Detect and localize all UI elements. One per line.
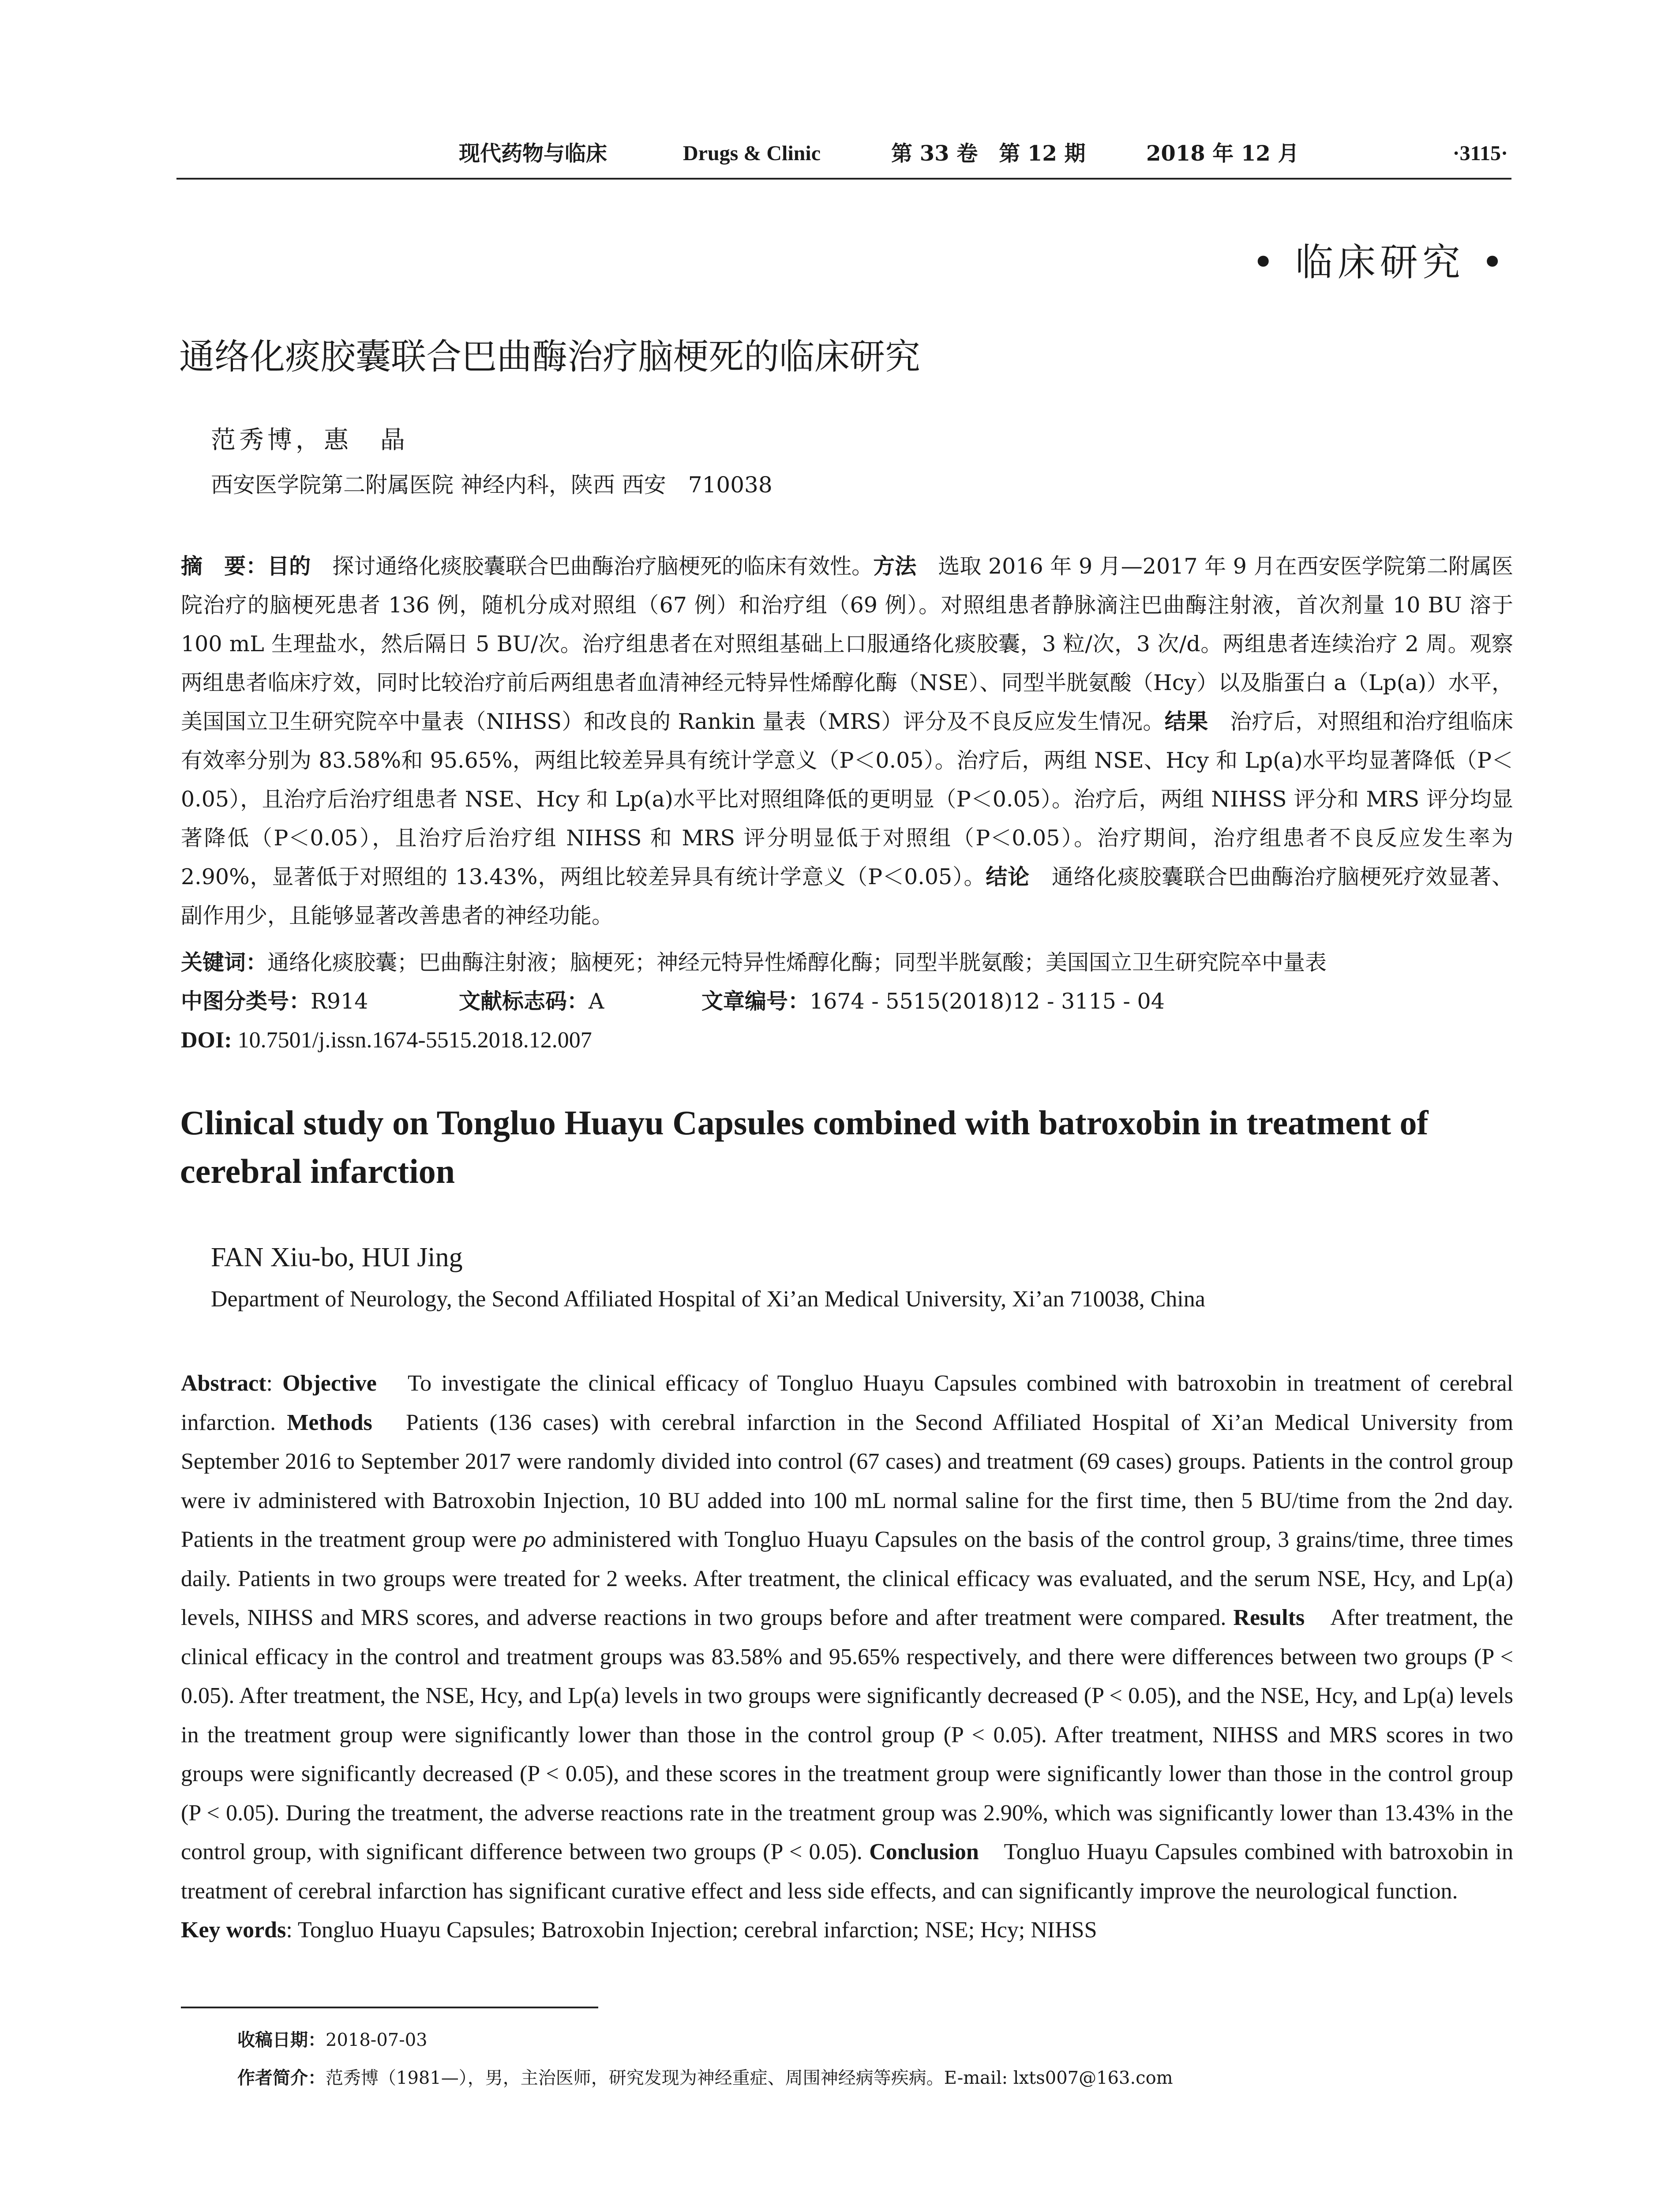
conclusion-cn-text: 通络化痰胶囊联合巴曲酶治疗脑梗死疗效显著、副作用少，且能够显著改善患者的神经功能。 xyxy=(181,864,1513,928)
authors-en: FAN Xiu-bo, HUI Jing xyxy=(211,1242,463,1272)
doc-code-value: A xyxy=(589,989,604,1014)
keywords-cn-text: 通络化痰胶囊；巴曲酶注射液；脑梗死；神经元特异性烯醇化酶；同型半胱氨酸；美国国立卫生研究院卒中量表 xyxy=(267,950,1327,975)
doi-value: 10.7501/j.issn.1674-5515.2018.12.007 xyxy=(232,1028,592,1053)
conclusion-cn-label: 结论 xyxy=(986,864,1030,889)
methods-en-label: Methods xyxy=(287,1410,372,1435)
doi-label: DOI: xyxy=(181,1028,232,1053)
keywords-en-text: : Tongluo Huayu Capsules; Batroxobin Injection; cerebral infarction; NSE; Hcy; NIHSS xyxy=(286,1917,1097,1943)
conclusion-en-label: Conclusion xyxy=(869,1839,979,1865)
title-cn: 通络化痰胶囊联合巴曲酶治疗脑梗死的临床研究 xyxy=(179,336,920,377)
doc-code-label: 文献标志码： xyxy=(459,989,589,1014)
clc-value: R914 xyxy=(311,989,368,1014)
received-label: 收稿日期： xyxy=(237,2030,326,2050)
footnote-rule xyxy=(181,2007,598,2008)
author-bio-label: 作者简介： xyxy=(237,2068,326,2088)
methods-cn-text: 选取 2016 年 9 月—2017 年 9 月在西安医学院第二附属医院治疗的脑梗死患者 136 例，随机分成对照组（67 例）和治疗组（69 例）。对照组患者静脉滴注巴曲酶注射液，首次剂量 10 BU 溶于 100 mL 生理盐水，然后隔日 5 BU/次。治疗组患者在对照组基础上口服通络化痰胶囊，3 粒/次，3 次/d。两组患者连续治疗 2 周。观察两组患者临床疗效，同时比较治疗前后两组患者血清神经元特异性烯醇化酶（NSE）、同型半胱氨酸（Hcy）以及脂蛋白 a（Lp(a)）水平，美国国立卫生研究院卒中量表（NIHSS）和改良的 Rankin 量表（MRS）评分及不良反应发生情况。 xyxy=(181,554,1513,734)
header-volume-issue: 第 33 卷 第 12 期 xyxy=(891,141,1086,166)
abstract-cn-label: 摘 要： xyxy=(181,554,268,579)
abstract-cn xyxy=(181,547,1513,935)
header-date: 2018 年 12 月 xyxy=(1146,141,1299,166)
objective-en-text: To investigate the clinical efficacy of Tongluo Huayu Capsules combined with batroxobin in treatment of cerebral infarction. xyxy=(181,1371,1513,1435)
article-number-label: 文章编号： xyxy=(701,989,810,1014)
doc-code xyxy=(459,982,604,1021)
results-en-label: Results xyxy=(1233,1605,1305,1630)
objective-cn-text: 探讨通络化痰胶囊联合巴曲酶治疗脑梗死的临床有效性。 xyxy=(311,554,874,579)
affiliation-cn: 西安医学院第二附属医院 神经内科，陕西 西安 710038 xyxy=(211,472,772,498)
objective-en-label: Objective xyxy=(282,1371,377,1396)
received-date xyxy=(237,2027,428,2053)
section-label: • 临床研究 • xyxy=(1252,240,1508,285)
methods-en-text-1: Patients (136 cases) with cerebral infarction in the Second Affiliated Hospital of Xi’an Medical University from September 2016 to September 2017 were randomly divided into control (67 cases) and treatment (69 cases) groups. Patients in the control group were iv administered with Batroxobin Injection, 10 BU added into 100 mL normal saline for the first time, then 5 BU/time from the 2nd day. Patients in the treatment group were xyxy=(181,1410,1513,1552)
keywords-cn-label: 关键词： xyxy=(181,950,268,975)
results-cn-label: 结果 xyxy=(1164,709,1208,734)
clc-label: 中图分类号： xyxy=(181,989,311,1014)
objective-cn-label: 目的 xyxy=(267,554,311,579)
header-rule xyxy=(176,178,1511,180)
header-journal-en: Drugs & Clinic xyxy=(683,142,821,165)
affiliation-en: Department of Neurology, the Second Affiliated Hospital of Xi’an Medical University, Xi’an 710038, China xyxy=(211,1287,1205,1312)
keywords-cn xyxy=(181,943,1513,982)
methods-en-text-2: administered with Tongluo Huayu Capsules on the basis of the control group, 3 grains/time, three times daily. Patients in two groups were treated for 2 weeks. After treatment, the clinical efficacy was evaluated, and the serum NSE, Hcy, and Lp(a) levels, NIHSS and MRS scores, and adverse reactions in two groups before and after treatment were compared. xyxy=(181,1527,1513,1630)
abstract-en-label: Abstract xyxy=(181,1371,266,1396)
methods-en-po: po xyxy=(523,1527,546,1552)
received-value: 2018-07-03 xyxy=(326,2030,428,2050)
methods-cn-label: 方法 xyxy=(873,554,917,579)
authors-cn: 范秀博，惠 晶 xyxy=(211,426,409,454)
author-bio-value: 范秀博（1981—），男，主治医师，研究发现为神经重症、周围神经病等疾病。E-mail: lxts007@163.com xyxy=(326,2068,1173,2088)
results-en-text: After treatment, the clinical efficacy in the control and treatment groups was 83.58% and 95.65% respectively, and there were differences between two groups (P < 0.05). After treatment, the NSE, Hcy, and Lp(a) levels in two groups were significantly decreased (P < 0.05), and the NSE, Hcy, and Lp(a) levels in the treatment group were significantly lower than those in the control group (P < 0.05). After treatment, NIHSS and MRS scores in two groups were significantly decreased (P < 0.05), and these scores in the treatment group were significantly lower than those in the control group (P < 0.05). During the treatment, the adverse reactions rate in the treatment group was 2.90%, which was significantly lower than 13.43% in the control group, with significant difference between two groups (P < 0.05). xyxy=(181,1605,1513,1865)
abstract-en: Abstract: Objective To investigate the clinical efficacy of Tongluo Huayu Capsules combined with batroxobin in treatment of cerebral infarction. Methods Patients (136 cases) with cerebral infarction in the Second Affiliated Hospital of Xi’an Medical University from September 2016 to September 2017 were randomly divided into control (67 cases) and treatment (69 cases) groups. Patients in the control group were iv administered with Batroxobin Injection, 10 BU added into 100 mL normal saline for the first time, then 5 BU/time from the 2nd day. Patients in the treatment group were po administered with Tongluo Huayu Capsules on the basis of the control group, 3 grains/time, three times daily. Patients in two groups were treated for 2 weeks. After treatment, the clinical efficacy was evaluated, and the serum NSE, Hcy, and Lp(a) levels, NIHSS and MRS scores, and adverse reactions in two groups before and after treatment were compared. Results After treatment, the clinical efficacy in the control and treatment groups was 83.58% and 95.65% respectively, and there were differences between two groups (P < 0.05). After treatment, the NSE, Hcy, and Lp(a) levels in two groups were significantly decreased (P < 0.05), and the NSE, Hcy, and Lp(a) levels in the treatment group were significantly lower than those in the control group (P < 0.05). After treatment, NIHSS and MRS scores in two groups were significantly decreased (P < 0.05), and these scores in the treatment group were significantly lower than those in the control group (P < 0.05). During the treatment, the adverse reactions rate in the treatment group was 2.90%, which was significantly lower than 13.43% in the control group, with significant difference between two groups (P < 0.05). Conclusion Tongluo Huayu Capsules combined with batroxobin in treatment of cerebral infarction has significant curative effect and less side effects, and can significantly improve the neurological function. Key words: Tongluo Huayu Capsules; Batroxobin Injection; cerebral infarction; NSE; Hcy; NIHSS xyxy=(181,1371,1514,1943)
header-journal-cn: 现代药物与临床 xyxy=(459,141,608,166)
keywords-en-label: Key words xyxy=(181,1917,286,1943)
article-number-value: 1674 - 5515(2018)12 - 3115 - 04 xyxy=(810,989,1165,1014)
header-page-number: ·3115· xyxy=(1452,142,1508,165)
results-cn-text: 治疗后，对照组和治疗组临床有效率分别为 83.58%和 95.65%，两组比较差异具有统计学意义（P＜0.05）。治疗后，两组 NSE、Hcy 和 Lp(a)水平均显著降低（P＜0.05），且治疗后治疗组患者 NSE、Hcy 和 Lp(a)水平比对照组降低的更明显（P＜0.05）。治疗后，两组 NIHSS 评分和 MRS 评分均显著降低（P＜0.05），且治疗后治疗组 NIHSS 和 MRS 评分明显低于对照组（P＜0.05）。治疗期间，治疗组患者不良反应发生率为 2.90%，显著低于对照组的 13.43%，两组比较差异具有统计学意义（P＜0.05）。 xyxy=(181,709,1513,889)
doi-line xyxy=(181,1021,1513,1060)
classification-line xyxy=(181,982,1513,1021)
article-number xyxy=(701,982,1165,1021)
title-en: Clinical study on Tongluo Huayu Capsules combined with batroxobin in treatment of cerebral infarction xyxy=(180,1103,1429,1190)
conclusion-en-text: Tongluo Huayu Capsules combined with batroxobin in treatment of cerebral infarction has significant curative effect and less side effects, and can significantly improve the neurological function. xyxy=(181,1839,1514,1904)
author-bio xyxy=(237,2065,1173,2091)
